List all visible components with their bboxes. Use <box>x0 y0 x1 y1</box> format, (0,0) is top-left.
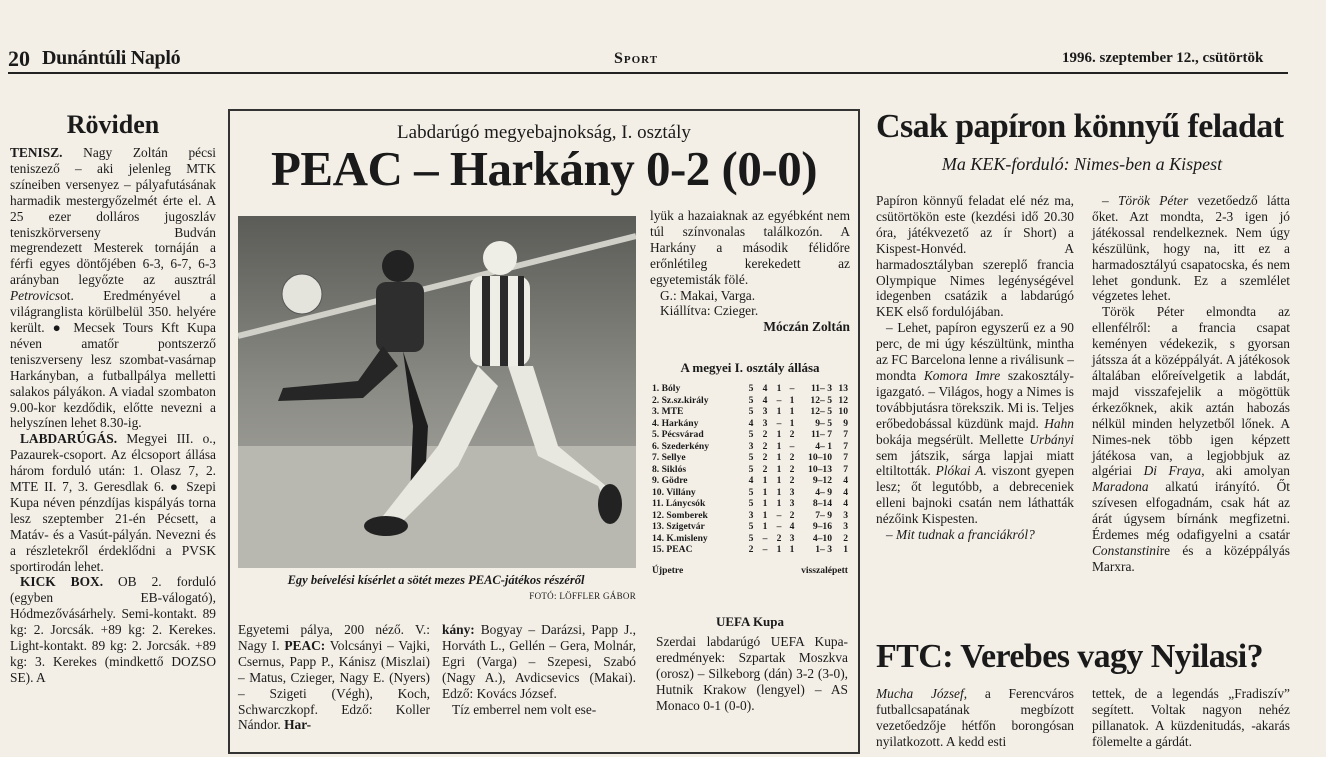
standings-row <box>652 406 848 418</box>
photo-caption: Egy beívelési kísérlet a sötét mezes PEAC-játékos részéről <box>287 573 585 587</box>
standings-cell-l: – <box>789 383 795 394</box>
standings-row <box>652 544 848 556</box>
standings-cell-w: – <box>762 544 768 555</box>
standings-cell-w: 4 <box>762 383 768 394</box>
standings-cell-d: 1 <box>776 429 782 440</box>
standings-cell-goals: 11– 7 <box>810 429 832 440</box>
standings-cell-w: 1 <box>762 498 768 509</box>
standings-cell-team: 6. Szederkény <box>652 440 710 452</box>
standings-cell-w: 3 <box>762 406 768 417</box>
standings-cell-p: 4 <box>748 417 754 429</box>
standings-cell-p: 3 <box>748 440 754 452</box>
standings-cell-team: 8. Siklós <box>652 463 687 475</box>
standings-cell-p: 5 <box>748 452 754 463</box>
standings-row <box>652 395 848 407</box>
match-scorers: G.: Makai, Varga. <box>660 287 756 303</box>
standings-cell-w: 2 <box>762 429 768 440</box>
standings-cell-goals: 9–12 <box>812 475 832 486</box>
standings-cell-pts: 7 <box>843 429 848 440</box>
standings-cell-pts: 4 <box>843 498 848 509</box>
standings-cell-p: 5 <box>748 532 754 544</box>
standings-cell-d: 1 <box>776 383 782 394</box>
standings-row <box>652 487 848 499</box>
standings-cell-pts: 10 <box>838 406 848 417</box>
standings-cell-l: 1 <box>789 544 795 555</box>
match-report-tail: Tíz emberrel nem volt ese- <box>452 701 597 717</box>
standings-cell-d: 2 <box>776 532 782 544</box>
standings-cell-w: 4 <box>762 394 768 406</box>
standings-cell-p: 3 <box>748 509 754 521</box>
standings-cell-w: 2 <box>762 452 768 463</box>
standings-cell-d: 1 <box>776 544 782 555</box>
standings-cell-d: 1 <box>776 452 782 463</box>
standings-row <box>652 510 848 522</box>
standings-cell-pts: 7 <box>843 463 848 475</box>
kek-analysis: Török Péter elmondta az ellenfélről: a francia csapat keményen védekezik, s gyorsan játssza át a középpályát. A játékosok általában előreívelgetik a labdát, majd visszafejelik a mögöttük érkezőknek, akik aztán habozás nélkül minden helyzetből lőnek. A Nimes-nek több igen képzett játékosa van, a legjobbjuk az algériai Di Fraya, aki amolyan Maradona alkatú irányító. Őt szívesen elfogadnám, csak hát az árát úgysem bírnánk megfizetni. Érdemes még odafigyelni a csatár Constanstinire és a középpályás Marxra. <box>1092 304 1290 574</box>
ftc-column-2 <box>1092 686 1290 750</box>
standings-cell-pts: 7 <box>843 440 848 452</box>
ftc-intro: Mucha József, a Ferencváros futballcsapatának megbízott vezetőedzője hétfőn borongósan nyilatkozott. A kedd esti <box>876 686 1074 749</box>
standings-cell-p: 5 <box>748 521 754 532</box>
standings-row <box>652 418 848 430</box>
match-photo-image <box>238 216 636 568</box>
standings-cell-goals: 12– 5 <box>810 406 832 417</box>
standings-cell-w: 1 <box>762 521 768 532</box>
standings-cell-w: 1 <box>762 509 768 521</box>
standings-cell-p: 5 <box>748 486 754 498</box>
standings-cell-goals: 10–13 <box>808 463 832 475</box>
ftc-column-1 <box>876 686 1074 750</box>
standings-cell-pts: 12 <box>838 394 848 406</box>
standings-cell-p: 5 <box>748 498 754 509</box>
standings-row <box>652 533 848 545</box>
standings-cell-p: 5 <box>748 406 754 417</box>
standings-row <box>652 383 848 395</box>
standings-cell-d: – <box>776 521 782 532</box>
standings-cell-pts: 4 <box>843 486 848 498</box>
match-lineups-col1 <box>238 622 430 733</box>
standings-row <box>652 521 848 533</box>
standings-cell-l: 2 <box>789 475 795 486</box>
standings-cell-p: 5 <box>748 429 754 440</box>
standings-row <box>652 498 848 510</box>
ftc-text: tettek, de a legendás „Fradiszív” segített. Voltak nagyon nehéz pillanatok. A küzdenitudás, -akarás fölemelte a gárdát. <box>1092 686 1290 749</box>
standings-cell-p: 2 <box>748 544 754 555</box>
standings-table <box>652 383 848 556</box>
standings-cell-goals: 12– 5 <box>810 394 832 406</box>
standings-cell-l: 2 <box>789 429 795 440</box>
standings-cell-d: 1 <box>776 406 782 417</box>
standings-title: A megyei I. osztály állása <box>680 360 820 375</box>
uefa-results <box>656 634 848 714</box>
masthead-rule <box>8 72 1288 74</box>
kek-column-1 <box>876 193 1074 543</box>
kek-headline: Csak papíron könnyű feladat <box>876 108 1284 145</box>
uefa-text: Szerdai labdarúgó UEFA Kupa-eredmények: Szpartak Moszkva (orosz) – Silkeborg (dán) 3-2 (3-0), Hutnik Krakow (lengyel) – AS Monaco 0-1 (0-0). <box>656 634 848 713</box>
standings-cell-p: 5 <box>748 463 754 475</box>
standings-cell-d: – <box>776 509 782 521</box>
standings-cell-team: 1. Bóly <box>652 383 681 394</box>
lineup-peac: Egyetemi pálya, 200 néző. V.: Nagy I. PEAC: Volcsányi – Vajki, Csernus, Papp P., Kánisz (Miszlai) – Matus, Czieger, Nagy E. (Nyers) – Szigeti (Végh), Koch, Schwarczkopf. Edző: Koller Nándor. Har- <box>238 622 430 733</box>
standings-row <box>652 429 848 441</box>
match-sent-off: Kiállítva: Czieger. <box>660 303 759 319</box>
standings-cell-pts: 9 <box>843 417 848 429</box>
standings-footer-note: visszalépett <box>801 565 848 576</box>
standings-cell-team: 11. Lánycsók <box>652 498 706 509</box>
photo-credit: FOTÓ: LÖFFLER GÁBOR <box>529 591 636 601</box>
kek-column-2 <box>1092 193 1290 575</box>
ball-icon <box>282 274 322 314</box>
kek-subhead: Ma KEK-forduló: Nimes-ben a Kispest <box>941 154 1223 174</box>
standings-row <box>652 441 848 453</box>
standings-cell-team: 15. PEAC <box>652 544 693 555</box>
standings-cell-w: 3 <box>762 417 768 429</box>
standings-cell-w: – <box>762 532 768 544</box>
standings-cell-l: 1 <box>789 394 795 406</box>
standings-cell-p: 5 <box>748 383 754 394</box>
standings-cell-l: 1 <box>789 406 795 417</box>
match-report-top <box>650 208 850 335</box>
paper-name: Dunántúli Napló <box>42 47 181 69</box>
standings-cell-pts: 3 <box>843 521 848 532</box>
standings-cell-goals: 4– 9 <box>815 486 832 498</box>
briefs-title: Röviden <box>66 110 160 139</box>
standings-cell-d: – <box>776 417 782 429</box>
standings-cell-l: 2 <box>789 452 795 463</box>
standings-row <box>652 475 848 487</box>
standings-cell-goals: 10–10 <box>808 452 832 463</box>
standings-cell-pts: 13 <box>838 383 848 394</box>
standings-cell-p: 4 <box>748 475 754 486</box>
standings-cell-d: 1 <box>776 463 782 475</box>
match-author: Móczán Zoltán <box>763 319 850 335</box>
match-kicker: Labdarúgó megyebajnokság, I. osztály <box>397 122 691 143</box>
match-photo <box>238 216 636 568</box>
standings-cell-pts: 2 <box>843 532 848 544</box>
page-number: 20 <box>8 46 30 71</box>
section-label: Sport <box>614 50 659 67</box>
match-headline: PEAC – Harkány 0-2 (0-0) <box>270 141 818 196</box>
standings-cell-goals: 9–16 <box>812 521 832 532</box>
standings-cell-l: 4 <box>789 521 795 532</box>
kek-intro: Papíron könnyű feladat elé néz ma, csütörtökön este (kezdési idő 20.30 óra, játékvezető az ír Short) a Kispest-Honvéd. A harmadosztályban szereplő francia Olympique Nimes legénységével idegenben csatázik a labdarúgó KEK első fordulójában. <box>876 193 1074 320</box>
brief-football: LABDARÚGÁS. Megyei III. o., Pazaurek-csoport. Az élcsoport állása három forduló után: 1. Olasz 7, 2. MTE II. 7, 3. Geresdlak 6. ● Szepi Kupa néven pénzdíjas kispályás torna lesz szeptember 21-én Pécsett, a Matáv- és a Vasút-pályán. Nevezni és a részletekről érdeklődni a PVSK sportirodán lehet. <box>10 431 216 574</box>
standings-row <box>652 464 848 476</box>
standings-cell-pts: 1 <box>843 544 848 555</box>
standings-cell-team: 7. Sellye <box>652 452 686 463</box>
standings-cell-l: 3 <box>789 486 795 498</box>
standings-cell-l: 1 <box>789 417 795 429</box>
kek-quote-1: – Lehet, papíron egyszerű ez a 90 perc, de mi úgy készültünk, mintha az FC Barcelona lenne a riválisunk – mondta Komora Imre szakosztály-igazgató. – Világos, hogy a Nimes is továbbjutásra törekszik. Mi is. Teljes erőbedobással küzdünk majd. Hahn bokája megsérült. Mellette Urbányi sem játszik, sárga lapjai miatt eltiltották. Plókai A. viszont gyepen lesz; őt legutóbb, a debreceniek elleni bajnoki csatán nem láthatták nézőink Kispesten. <box>876 320 1075 527</box>
ftc-headline: FTC: Verebes vagy Nyilasi? <box>876 638 1264 675</box>
standings-cell-goals: 8–14 <box>812 498 832 509</box>
standings-cell-w: 2 <box>762 440 768 452</box>
standings-cell-l: – <box>789 440 795 452</box>
uefa-title: UEFA Kupa <box>715 614 785 629</box>
match-report-paragraph: lyük a hazaiaknak az egyébként nem túl színvonalas találkozón. A Harkány a második félidőre erőnlétileg kerekedett az egyetemisták fölé. <box>650 208 850 287</box>
issue-date: 1996. szeptember 12., csütörtök <box>1062 50 1264 66</box>
standings-cell-goals: 1– 3 <box>815 544 832 555</box>
brief-kickbox: KICK BOX. OB 2. forduló (egyben EB-válogató), Hódmezővásárhely. Semi-kontakt. 89 kg: 2. Jorcsák. +89 kg: 2. Kerekes. Light-kontakt. 89 kg: 2. Jorcsák. +89 kg: 3. Kerekes (mindkettő DOZSO SE). A <box>10 574 216 685</box>
match-lineups-col2 <box>442 622 636 717</box>
standings-cell-team: 3. MTE <box>652 406 684 417</box>
standings-cell-goals: 4–10 <box>812 532 832 544</box>
standings-cell-goals: 11– 3 <box>810 383 832 394</box>
standings-cell-l: 3 <box>789 532 795 544</box>
standings-cell-d: 1 <box>776 440 782 452</box>
standings-cell-l: 3 <box>789 498 795 509</box>
standings-cell-team: 5. Pécsvárad <box>652 429 704 440</box>
standings-cell-team: 10. Villány <box>652 486 696 498</box>
brief-tennis: TENISZ. Nagy Zoltán pécsi teniszező – aki jelenleg MTK színeiben versenyez – pályafutásának harmadik mestergyőzelmét érte el. A 25 ezer dolláros jugoszláv teniszkörverseny Budván megrendezett Mesterek tornáján a férfi egyes döntőjében 6-3, 6-7, 6-3 arányban legyőzte az ausztrál Petrovicsot. Eredményével a világranglista körülbelül 350. helyére került. ● Mecsek Tours Kft Kupa néven amatőr pontszerző teniszverseny lesz szombat-vasárnap Harkányban, a futballpálya melletti salakos pályákon. A viadal szombaton 9.00-kor kezdődik, előtte nevezni a helyszínen lehet 8.30-ig. <box>10 145 216 431</box>
standings-cell-pts: 3 <box>843 509 848 521</box>
standings-cell-team: 13. Szigetvár <box>652 521 705 532</box>
standings-cell-team: 2. Sz.sz.király <box>652 394 709 406</box>
standings-cell-pts: 7 <box>843 452 848 463</box>
standings-cell-team: 4. Harkány <box>652 417 699 429</box>
standings-cell-goals: 7– 9 <box>815 509 832 521</box>
standings-cell-team: 14. K.misleny <box>652 532 708 544</box>
standings-cell-d: 1 <box>776 475 782 486</box>
standings-cell-d: 1 <box>776 498 782 509</box>
standings-cell-l: 2 <box>789 463 795 475</box>
standings-cell-goals: 4– 1 <box>815 440 832 452</box>
standings-row <box>652 452 848 464</box>
standings-cell-l: 2 <box>789 509 795 521</box>
standings-cell-p: 5 <box>748 394 754 406</box>
standings-cell-w: 2 <box>762 463 768 475</box>
standings-cell-goals: 9– 5 <box>815 417 832 429</box>
kek-question: – Mit tudnak a franciákról? <box>886 527 1035 543</box>
standings-cell-team: 12. Somberek <box>652 509 708 521</box>
standings-cell-team: 9. Gödre <box>652 475 688 486</box>
lineup-harkany: kány: Bogyay – Darázsi, Papp J., Horváth L., Gellén – Gera, Molnár, Egri (Varga) – Szepesi, Szabó (Nagy A.), Avdicsevics (Makai). Edző: Kovács József. <box>442 622 636 701</box>
standings-cell-w: 1 <box>762 475 768 486</box>
standings-cell-w: 1 <box>762 486 768 498</box>
kek-answer: – Török Péter vezetőedző látta őket. Azt mondta, 2-3 igen jó játékossal rendelkeznek. Nem úgy készülünk, hogy na, itt ez a harmadosztályú csapatocska, és nem lehet gondunk. Ez a szemlélet végzetes lehet. <box>1092 193 1290 304</box>
standings-cell-d: – <box>776 394 782 406</box>
standings-cell-d: 1 <box>776 486 782 498</box>
standings-footer-team: Újpetre <box>652 565 684 576</box>
briefs-column <box>10 145 216 686</box>
standings-cell-pts: 4 <box>843 475 848 486</box>
standings-footer <box>652 565 848 576</box>
